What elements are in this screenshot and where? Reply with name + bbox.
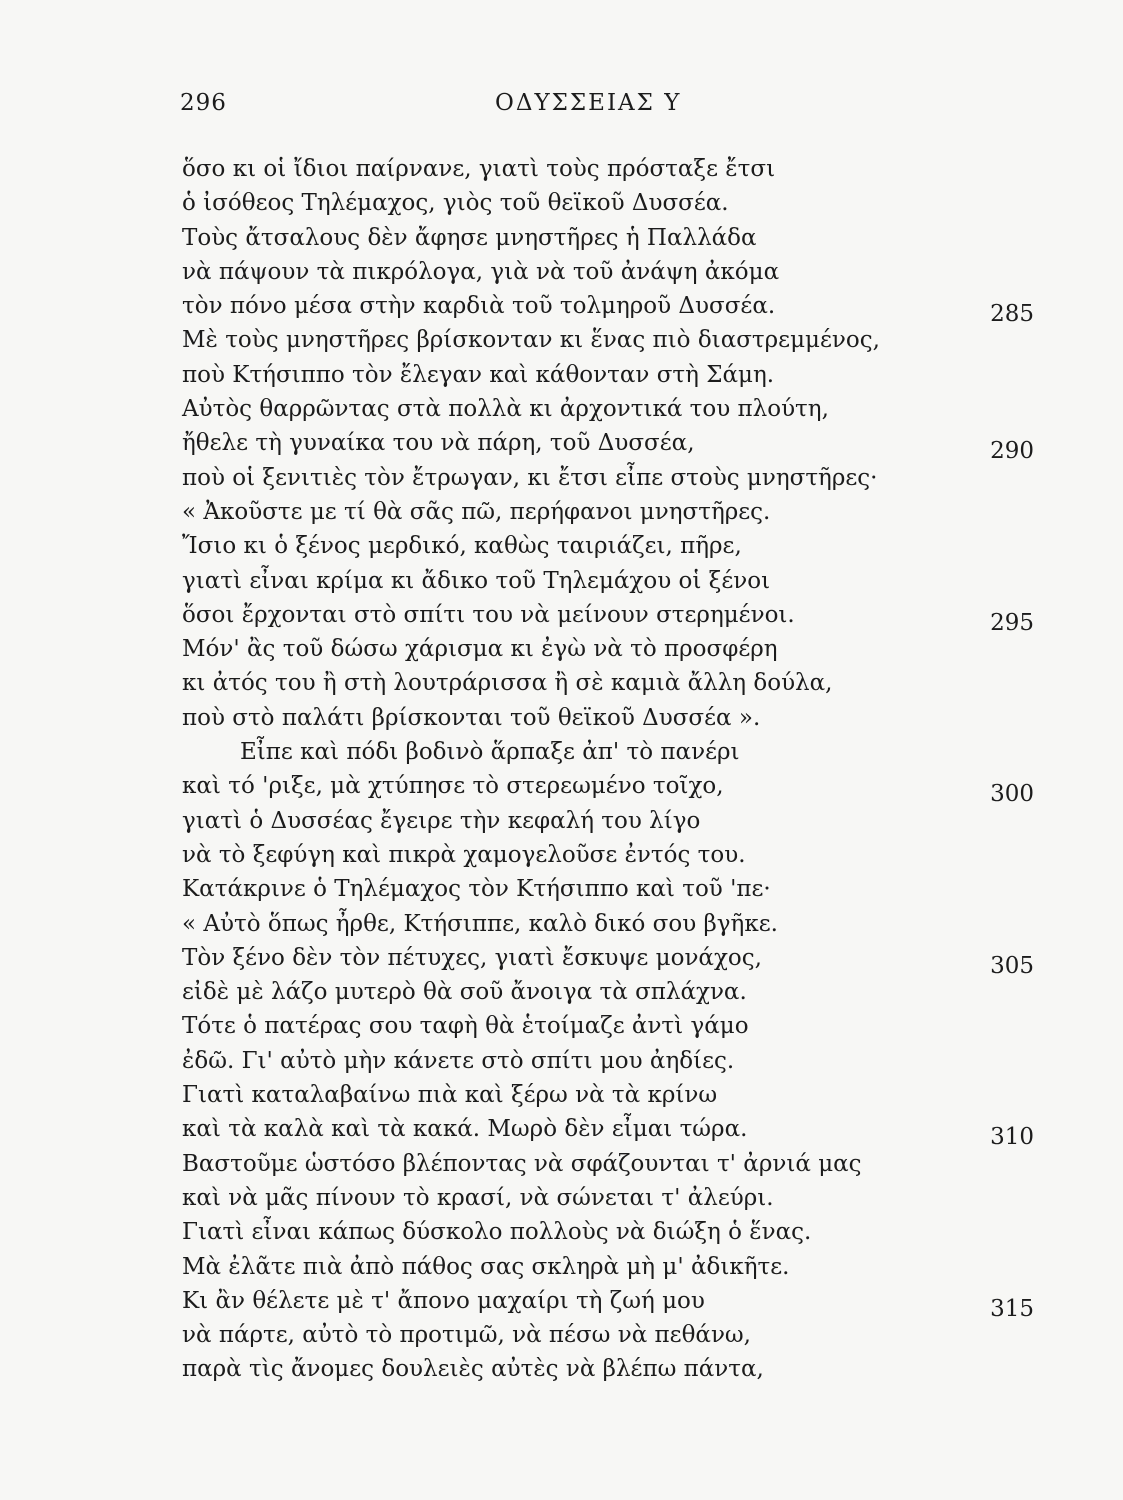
verse-text: εἰδὲ μὲ λάζο μυτερὸ θὰ σοῦ ἄνοιγα τὰ σπλάχνα. bbox=[182, 979, 747, 1006]
verse-text: παρὰ τὶς ἄνομες δουλειὲς αὐτὲς νὰ βλέπω πάντα, bbox=[182, 1356, 764, 1383]
verse-text: Μὰ ἐλᾶτε πιὰ ἀπὸ πάθος σας σκληρὰ μὴ μ' ἀδικῆτε. bbox=[182, 1253, 790, 1280]
verse-block bbox=[182, 152, 1042, 1387]
verse-line bbox=[182, 1215, 1042, 1249]
verse-line bbox=[182, 1352, 1042, 1386]
verse-line bbox=[182, 529, 1042, 563]
verse-text: Τὸν ξένο δὲν τὸν πέτυχες, γιατὶ ἔσκυψε μονάχος, bbox=[182, 944, 762, 971]
verse-text: κι ἀτός του ἢ στὴ λουτράρισσα ἢ σὲ καμιὰ ἄλλη δούλα, bbox=[182, 670, 833, 697]
verse-text: Κι ἂν θέλετε μὲ τ' ἄπονο μαχαίρι τὴ ζωή μου bbox=[182, 1287, 705, 1314]
verse-line bbox=[182, 323, 1042, 357]
verse-line bbox=[182, 975, 1042, 1009]
verse-text: τὸν πόνο μέσα στὴν καρδιὰ τοῦ τολμηροῦ Δυσσέα. bbox=[182, 293, 776, 320]
verse-text: Ἴσιο κι ὁ ξένος μερδικό, καθὼς ταιριάζει, πῆρε, bbox=[182, 533, 742, 560]
verse-line bbox=[182, 941, 1042, 979]
verse-line bbox=[182, 221, 1042, 255]
verse-line bbox=[182, 907, 1042, 941]
verse-line bbox=[182, 1284, 1042, 1322]
running-title: ΟΔΥΣΣΕΙΑΣ Υ bbox=[495, 90, 682, 116]
verse-line bbox=[182, 1009, 1042, 1043]
verse-text: ποὺ στὸ παλάτι βρίσκονται τοῦ θεϊκοῦ Δυσσέα ». bbox=[182, 704, 761, 731]
verse-text: καὶ τὰ καλὰ καὶ τὰ κακά. Μωρὸ δὲν εἶμαι τώρα. bbox=[182, 1116, 748, 1143]
verse-text: Αὐτὸς θαρρῶντας στὰ πολλὰ κι ἀρχοντικά του πλούτη, bbox=[182, 396, 829, 423]
verse-text: ὅσο κι οἱ ἴδιοι παίρνανε, γιατὶ τοὺς πρόσταξε ἔτσι bbox=[182, 156, 776, 182]
verse-line bbox=[182, 1078, 1042, 1112]
verse-text: καὶ νὰ μᾶς πίνουν τὸ κρασί, νὰ σώνεται τ' ἀλεύρι. bbox=[182, 1184, 774, 1211]
verse-line bbox=[182, 735, 1042, 769]
verse-text: Εἶπε καὶ πόδι βοδινὸ ἅρπαξε ἀπ' τὸ πανέρι bbox=[240, 739, 740, 766]
verse-line bbox=[182, 495, 1042, 529]
line-number: 310 bbox=[990, 1124, 1034, 1151]
verse-line bbox=[182, 1044, 1042, 1078]
verse-line bbox=[182, 598, 1042, 636]
verse-text: Γιατὶ εἶναι κάπως δύσκολο πολλοὺς νὰ διώξη ὁ ἕνας. bbox=[182, 1219, 812, 1246]
verse-text: Βαστοῦμε ὡστόσο βλέποντας νὰ σφάζουνται τ' ἀρνιά μας bbox=[182, 1150, 862, 1177]
verse-line bbox=[182, 872, 1042, 906]
verse-text: καὶ τό 'ριξε, μὰ χτύπησε τὸ στερεωμένο τοῖχο, bbox=[182, 773, 724, 800]
verse-line bbox=[182, 838, 1042, 872]
verse-line bbox=[182, 426, 1042, 465]
verse-text: γιατὶ εἶναι κρίμα κι ἄδικο τοῦ Τηλεμάχου οἱ ξένοι bbox=[182, 567, 771, 594]
verse-text: ποὺ Κτήσιππο τὸν ἔλεγαν καὶ κάθονταν στὴ Σάμη. bbox=[182, 361, 775, 388]
line-number: 295 bbox=[990, 609, 1034, 636]
verse-line bbox=[182, 1147, 1042, 1181]
verse-text: ὅσοι ἔρχονται στὸ σπίτι του νὰ μείνουν στερημένοι. bbox=[182, 601, 795, 628]
verse-line bbox=[182, 1181, 1042, 1215]
verse-line bbox=[182, 358, 1042, 392]
verse-text: γιατὶ ὁ Δυσσέας ἔγειρε τὴν κεφαλή του λίγο bbox=[182, 807, 701, 834]
verse-line bbox=[182, 769, 1042, 808]
verse-line bbox=[182, 666, 1042, 700]
verse-text: ὁ ἰσόθεος Τηλέμαχος, γιὸς τοῦ θεϊκοῦ Δυσσέα. bbox=[182, 190, 729, 217]
verse-text: Κατάκρινε ὁ Τηλέμαχος τὸν Κτήσιππο καὶ τοῦ 'πε· bbox=[182, 876, 771, 903]
verse-text: Τότε ὁ πατέρας σου ταφὴ θὰ ἑτοίμαζε ἀντὶ γάμο bbox=[182, 1013, 749, 1040]
verse-text: « Ἀκοῦστε με τί θὰ σᾶς πῶ, περήφανοι μνηστῆρες. bbox=[182, 498, 771, 525]
verse-text: Γιατὶ καταλαβαίνω πιὰ καὶ ξέρω νὰ τὰ κρίνω bbox=[182, 1082, 718, 1109]
verse-line bbox=[182, 564, 1042, 598]
line-number: 300 bbox=[990, 781, 1034, 808]
verse-line bbox=[182, 632, 1042, 666]
verse-text: νὰ τὸ ξεφύγη καὶ πικρὰ χαμογελοῦσε ἐντός του. bbox=[182, 841, 746, 868]
verse-text: ἐδῶ. Γι' αὐτὸ μὴν κάνετε στὸ σπίτι μου ἀηδίες. bbox=[182, 1047, 735, 1074]
verse-line bbox=[182, 289, 1042, 328]
verse-line bbox=[182, 1318, 1042, 1352]
verse-text: νὰ πάρτε, αὐτὸ τὸ προτιμῶ, νὰ πέσω νὰ πεθάνω, bbox=[182, 1322, 751, 1349]
line-number: 285 bbox=[990, 301, 1034, 328]
verse-text: ἤθελε τὴ γυναίκα του νὰ πάρη, τοῦ Δυσσέα, bbox=[182, 430, 695, 457]
verse-text: Μόν' ἂς τοῦ δώσω χάρισμα κι ἐγὼ νὰ τὸ προσφέρη bbox=[182, 636, 778, 663]
verse-text: Τοὺς ἄτσαλους δὲν ἄφησε μνηστῆρες ἡ Παλλάδα bbox=[182, 224, 757, 251]
page-header bbox=[180, 90, 1040, 126]
line-number: 305 bbox=[990, 952, 1034, 979]
verse-line bbox=[182, 1112, 1042, 1151]
verse-line bbox=[182, 186, 1042, 220]
verse-line bbox=[182, 255, 1042, 289]
verse-text: ποὺ οἱ ξενιτιὲς τὸν ἔτρωγαν, κι ἔτσι εἶπε στοὺς μνηστῆρες· bbox=[182, 464, 878, 491]
verse-text: νὰ πάψουν τὰ πικρόλογα, γιὰ νὰ τοῦ ἀνάψη ἀκόμα bbox=[182, 258, 780, 285]
line-number: 315 bbox=[990, 1295, 1034, 1322]
verse-line bbox=[182, 152, 1042, 186]
verse-text: « Αὐτὸ ὅπως ἦρθε, Κτήσιππε, καλὸ δικό σου βγῆκε. bbox=[182, 910, 778, 937]
line-number: 290 bbox=[990, 438, 1034, 465]
verse-line bbox=[182, 392, 1042, 426]
verse-line bbox=[182, 1250, 1042, 1284]
verse-text: Μὲ τοὺς μνηστῆρες βρίσκονταν κι ἕνας πιὸ διαστρεμμένος, bbox=[182, 327, 880, 354]
verse-line bbox=[182, 461, 1042, 495]
page-number: 296 bbox=[180, 90, 227, 116]
verse-line bbox=[182, 804, 1042, 838]
verse-line bbox=[182, 701, 1042, 735]
